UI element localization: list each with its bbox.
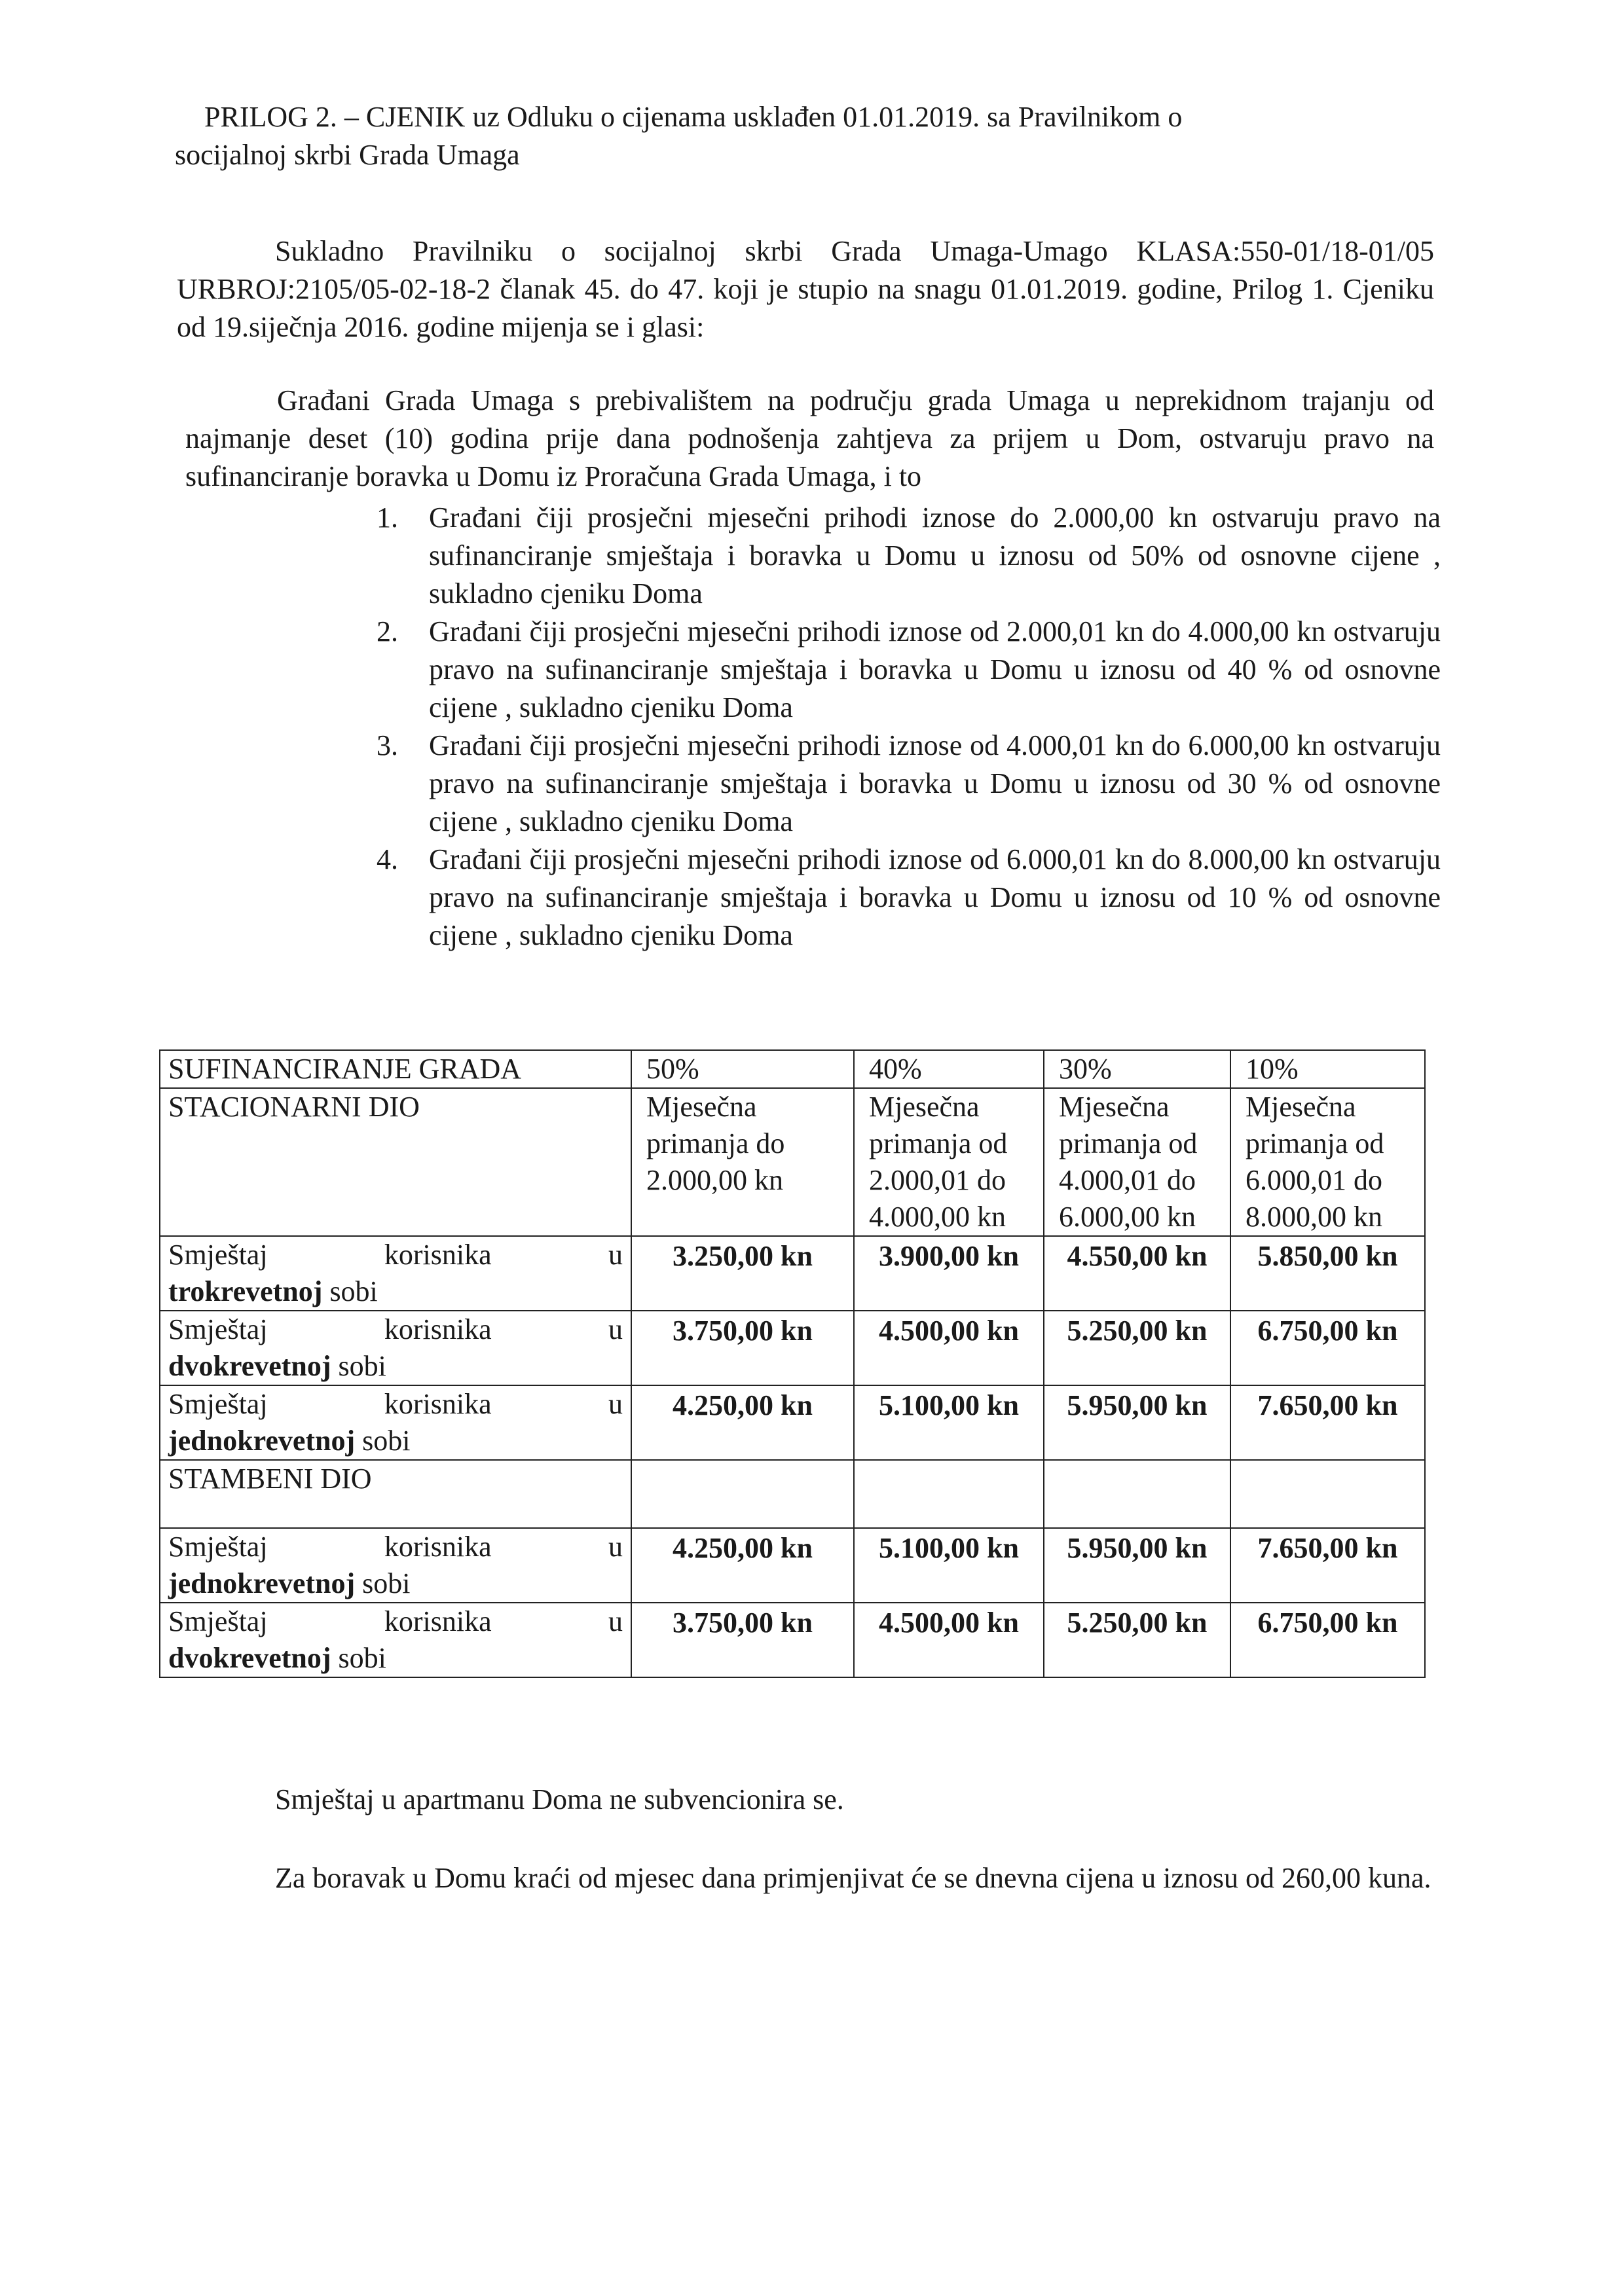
price-cell: 4.250,00 kn [631,1528,854,1603]
eligibility-paragraph-text: Građani Grada Umaga s prebivalištem na području grada Umaga u neprekidnom trajanju od najmanje deset (10) godina prije dana podnošenja zahtjeva za prijem u Dom, ostvaruju pravo na sufinanciranje boravka u Domu iz Proračuna Grada Umaga, i to [185,384,1434,492]
table-header-percent: 40% [854,1050,1044,1088]
row-label-word: u [608,1605,623,1637]
row-label-word: u [608,1388,623,1420]
row-label-word: Smještaj [168,1313,268,1345]
income-range-cell: Mjesečna primanja od 6.000,01 do 8.000,00 kn [1230,1088,1425,1236]
list-item-number: 1. [377,501,398,534]
income-range-cell: Mjesečna primanja od 4.000,01 do 6.000,00 kn [1044,1088,1230,1236]
table-header-label: SUFINANCIRANJE GRADA [160,1050,631,1088]
table-row [160,1385,1425,1460]
row-label [160,1385,631,1460]
empty-cell [1044,1460,1230,1528]
empty-cell [631,1460,854,1528]
price-cell: 6.750,00 kn [1230,1311,1425,1385]
income-range-cell: Mjesečna primanja od 2.000,01 do 4.000,00 kn [854,1088,1044,1236]
price-cell: 4.250,00 kn [631,1385,854,1460]
row-label [160,1236,631,1311]
price-cell: 5.850,00 kn [1230,1236,1425,1311]
row-label [160,1603,631,1677]
row-label-room: dvokrevetnoj [168,1642,331,1674]
list-item [377,499,1441,613]
list-item [377,613,1441,727]
eligibility-paragraph [185,382,1434,496]
row-label-word: Smještaj [168,1531,268,1563]
table-row [160,1603,1425,1677]
list-item-number: 4. [377,843,398,875]
table-row [160,1236,1425,1311]
daily-rate-note [159,1859,1433,1897]
table-row [160,1311,1425,1385]
empty-cell [1230,1460,1425,1528]
row-label-word: u [608,1313,623,1345]
intro-paragraph-text: Sukladno Pravilniku o socijalnoj skrbi Grada Umaga-Umago KLASA:550-01/18-01/05 URBROJ:2105/05-02-18-2 članak 45. do 47. koji je stupio na snagu 01.01.2019. godine, Prilog 1. Cjeniku od 19.siječnja 2016. godine mijenja se i glasi: [177,235,1434,343]
row-label-word: Smještaj [168,1388,268,1420]
row-label-word: korisnika [384,1531,492,1563]
row-label-word: sobi [338,1350,386,1382]
list-item-number: 2. [377,615,398,647]
row-label-room: dvokrevetnoj [168,1350,331,1382]
row-label-room: jednokrevetnoj [168,1425,356,1457]
row-label-word: sobi [362,1425,411,1457]
section-label-stacionarni: STACIONARNI DIO [160,1088,631,1236]
price-cell: 5.100,00 kn [854,1385,1044,1460]
heading-line-1: PRILOG 2. – CJENIK uz Odluku o cijenama usklađen 01.01.2019. sa Pravilnikom o [204,101,1183,133]
row-label-word: Smještaj [168,1239,268,1271]
list-item-text: Građani čiji prosječni mjesečni prihodi iznose do 2.000,00 kn ostvaruju pravo na sufinanciranje smještaja i boravka u Domu u iznosu od 50% od osnovne cijene , sukladno cjeniku Doma [429,501,1441,610]
price-cell: 3.750,00 kn [631,1311,854,1385]
row-label-word: sobi [329,1275,378,1307]
price-cell: 5.950,00 kn [1044,1385,1230,1460]
heading-line-2: socijalnoj skrbi Grada Umaga [175,139,520,171]
list-item [377,727,1441,841]
row-label-word: korisnika [384,1605,492,1637]
list-item-text: Građani čiji prosječni mjesečni prihodi iznose od 2.000,01 kn do 4.000,00 kn ostvaruju pravo na sufinanciranje smještaja i boravka u Domu u iznosu od 40 % od osnovne cijene , sukladno cjeniku Doma [429,615,1441,723]
document-heading [175,98,1449,174]
price-cell: 7.650,00 kn [1230,1528,1425,1603]
income-brackets-list [377,499,1441,955]
row-label-word: korisnika [384,1388,492,1420]
price-cell: 5.950,00 kn [1044,1528,1230,1603]
table-row [160,1528,1425,1603]
price-cell: 5.250,00 kn [1044,1603,1230,1677]
income-range-cell: Mjesečna primanja do 2.000,00 kn [631,1088,854,1236]
intro-paragraph [177,232,1434,346]
table-header-percent: 30% [1044,1050,1230,1088]
row-label [160,1528,631,1603]
row-label-room: trokrevetnoj [168,1275,323,1307]
price-cell: 3.900,00 kn [854,1236,1044,1311]
price-cell: 5.100,00 kn [854,1528,1044,1603]
list-item-text: Građani čiji prosječni mjesečni prihodi iznose od 6.000,01 kn do 8.000,00 kn ostvaruju pravo na sufinanciranje smještaja i boravka u Domu u iznosu od 10 % od osnovne cijene , sukladno cjeniku Doma [429,843,1441,951]
price-cell: 5.250,00 kn [1044,1311,1230,1385]
table-header-percent: 50% [631,1050,854,1088]
row-label-word: korisnika [384,1313,492,1345]
price-table [159,1049,1426,1678]
price-cell: 4.550,00 kn [1044,1236,1230,1311]
price-cell: 3.750,00 kn [631,1603,854,1677]
table-row [160,1088,1425,1236]
empty-cell [854,1460,1044,1528]
row-label-word: Smještaj [168,1605,268,1637]
row-label-word: u [608,1239,623,1271]
row-label-room: jednokrevetnoj [168,1567,356,1599]
section-label-stambeni: STAMBENI DIO [160,1460,631,1528]
row-label [160,1311,631,1385]
price-cell: 4.500,00 kn [854,1603,1044,1677]
price-cell: 7.650,00 kn [1230,1385,1425,1460]
apartment-note: Smještaj u apartmanu Doma ne subvencionira se. [275,1783,844,1815]
list-item-text: Građani čiji prosječni mjesečni prihodi iznose od 4.000,01 kn do 6.000,00 kn ostvaruju pravo na sufinanciranje smještaja i boravka u Domu u iznosu od 30 % od osnovne cijene , sukladno cjeniku Doma [429,729,1441,837]
row-label-word: korisnika [384,1239,492,1271]
table-header-row [160,1050,1425,1088]
price-cell: 3.250,00 kn [631,1236,854,1311]
table-row [160,1460,1425,1528]
row-label-word: sobi [338,1642,386,1674]
row-label-word: u [608,1531,623,1563]
price-cell: 6.750,00 kn [1230,1603,1425,1677]
table-header-percent: 10% [1230,1050,1425,1088]
price-cell: 4.500,00 kn [854,1311,1044,1385]
list-item [377,841,1441,955]
daily-rate-note-text: Za boravak u Domu kraći od mjesec dana primjenjivat će se dnevna cijena u iznosu od 260,00 kuna. [275,1862,1431,1894]
list-item-number: 3. [377,729,398,761]
row-label-word: sobi [362,1567,411,1599]
